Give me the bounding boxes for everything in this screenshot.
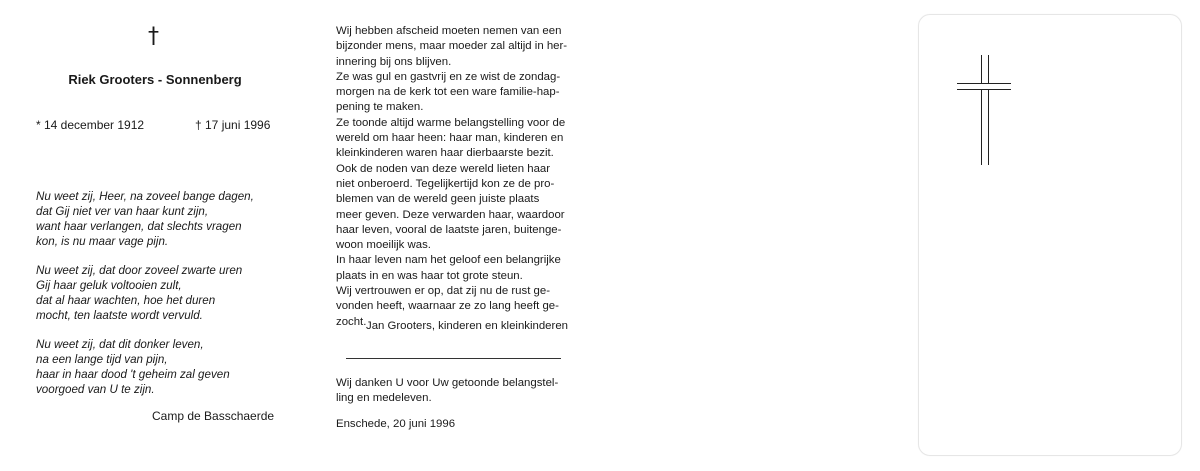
front-cover: [918, 14, 1182, 456]
poem-line: kon, is nu maar vage pijn.: [36, 235, 169, 248]
deceased-name: Riek Grooters - Sonnenberg: [68, 72, 242, 87]
place-date: Enschede, 20 juni 1996: [336, 418, 456, 430]
poem-line: dat Gij niet ver van haar kunt zijn,: [36, 205, 209, 218]
poem-stanza: [36, 337, 296, 397]
text-line: haar leven, vooral de laatste jaren, buitenge-: [336, 223, 562, 236]
poem-line: Nu weet zij, dat dit donker leven,: [36, 338, 204, 351]
cross-icon: †: [148, 24, 159, 49]
text-line: ling en medeleven.: [336, 392, 432, 405]
text-line: Ze was gul en gastvrij en ze wist de zondag-: [336, 70, 561, 83]
text-line: In haar leven nam het geloof een belangrijke: [336, 254, 561, 267]
cross-icon: [955, 55, 1015, 175]
text-line: meer geven. Deze verwarden haar, waardoor: [336, 208, 565, 221]
text-line: vonden heeft, waarnaar ze zo lang heeft ge-: [336, 300, 559, 313]
place-name: Camp de Basschaerde: [152, 409, 275, 423]
text-line: morgen na de kerk tot een ware familie-hap-: [336, 86, 560, 99]
middle-panel: [336, 0, 581, 471]
poem-line: voorgoed van U te zijn.: [36, 383, 155, 396]
family-signoff: Jan Grooters, kinderen en kleinkinderen: [366, 320, 568, 332]
text-line: Wij danken U voor Uw getoonde belangstel-: [336, 377, 559, 389]
text-line: kleinkinderen waren haar dierbaarste bezit.: [336, 147, 554, 160]
divider-line: [346, 358, 561, 359]
poem-line: haar in haar dood 't geheim zal geven: [36, 368, 230, 381]
cross-vertical-beam: [981, 55, 989, 165]
text-line: plaats in en was haar tot grote steun.: [336, 269, 523, 282]
text-line: woon moeilijk was.: [336, 239, 431, 252]
text-line: Ze toonde altijd warme belangstelling voor de: [336, 116, 566, 129]
text-line: innering bij ons blijven.: [336, 55, 452, 68]
text-line: Wij vertrouwen er op, dat zij nu de rust ge-: [336, 285, 550, 298]
poem-stanza: [36, 263, 296, 323]
text-line: bijzonder mens, maar moeder zal altijd in her-: [336, 40, 568, 53]
text-line: zocht.: [336, 315, 367, 328]
thanks-text: [336, 376, 558, 407]
death-date: † 17 juni 1996: [195, 118, 271, 132]
memorial-text: [336, 24, 581, 330]
poem: [36, 189, 296, 411]
poem-line: Nu weet zij, Heer, na zoveel bange dagen,: [36, 190, 254, 203]
birth-date: * 14 december 1912: [36, 118, 145, 132]
poem-line: dat al haar wachten, hoe het duren: [36, 294, 216, 307]
poem-line: Gij haar geluk voltooien zult,: [36, 279, 182, 292]
text-line: Wij hebben afscheid moeten nemen van een: [336, 25, 562, 37]
text-line: wereld om haar heen: haar man, kinderen en: [336, 132, 564, 145]
poem-line: na een lange tijd van pijn,: [36, 353, 168, 366]
poem-stanza: [36, 189, 296, 249]
left-panel: [30, 0, 280, 471]
poem-line: mocht, ten laatste wordt vervuld.: [36, 309, 203, 322]
cross-horizontal-beam: [957, 83, 1011, 90]
text-line: niet onberoerd. Tegelijkertijd kon ze de pro-: [336, 177, 555, 190]
text-line: pening te maken.: [336, 101, 424, 114]
poem-line: want haar verlangen, dat slechts vragen: [36, 220, 242, 233]
text-line: blemen van de wereld geen juiste plaats: [336, 193, 540, 206]
text-line: Ook de noden van deze wereld lieten haar: [336, 162, 551, 175]
poem-line: Nu weet zij, dat door zoveel zwarte uren: [36, 264, 243, 277]
